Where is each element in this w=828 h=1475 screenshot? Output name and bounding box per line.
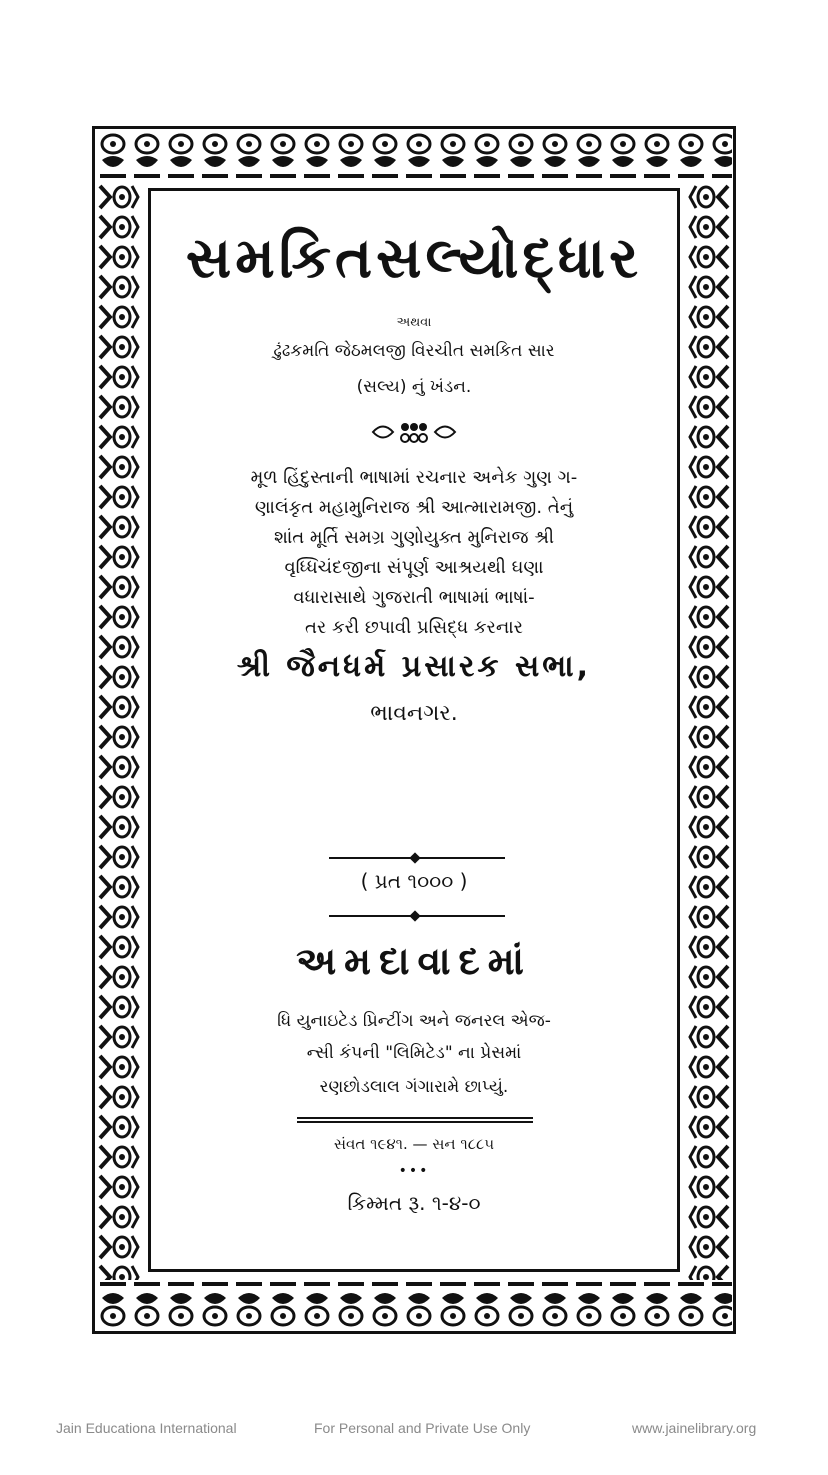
alt-word: અથવા [396,315,432,330]
publisher-name: શ્રી જૈનધર્મ પ્રસારક સભા, [236,649,592,684]
body-line: વૃધ્ધિચંદજીના સંપૂર્ણ આશ્રયથી ઘણા [284,557,544,578]
subtitle-line-1: ઢુંઢકમતિ જેઠમલજી વિરચીત સમકિત સાર [273,341,555,361]
body-line: ણાલંકૃત મહામુનિરાજ શ્રી આત્મારામજી. તેનું [254,497,574,518]
body-line: શાંત મૂર્તિ સમગ્ર ગુણોયુક્ત મુનિરાજ શ્રી [273,527,555,548]
copies-count: ( પ્રત ૧૦૦૦ ) [360,869,468,893]
floral-border-right [686,182,732,1280]
body-line: મૂળ હિંદુસ્તાની ભાષામાં રચનાર અનેક ગુણ ગ- [250,467,578,488]
dots-ornament: ••• [398,1163,430,1179]
subtitle-line-2: (સલ્ય) નું ખંડન. [356,377,472,397]
divider [329,857,505,859]
double-divider [297,1117,533,1123]
floral-border-bottom [96,1280,732,1330]
flourish-icon [151,417,677,451]
press-line: રણછોડલાલ ગંગારામે છાપ્યું. [319,1077,509,1097]
date-line: સંવત ૧૯૪૧. — સન ૧૮૮૫ [333,1135,495,1153]
footer-middle: For Personal and Private Use Only [314,1420,531,1436]
floral-border-top [96,130,732,182]
book-title: સમકિતસલ્યોદ્ધાર [185,225,643,291]
publisher-city: ભાવનગર. [370,701,458,726]
footer [0,1420,828,1440]
press-line: ધિ યુનાઇટેડ પ્રિન્ટીંગ અને જનરલ એજ- [277,1011,551,1031]
print-place: અમદાવાદમાં [296,939,532,983]
divider [329,915,505,917]
footer-link[interactable]: www.jainelibrary.org [632,1420,757,1436]
price: કિમ્મત રૂ. ૧-૪-૦ [347,1191,481,1215]
body-line: તર કરી છપાવી પ્રસિદ્ધ કરનાર [305,617,523,638]
press-line: ન્સી કંપની "લિમિટેડ" ના પ્રેસમાં [306,1043,522,1063]
footer-left: Jain Educationa International [56,1420,237,1436]
body-line: વધારાસાથે ગુજરાતી ભાષામાં ભાષાં- [293,587,535,608]
title-page-panel [148,188,680,1272]
floral-border-left [96,182,142,1280]
